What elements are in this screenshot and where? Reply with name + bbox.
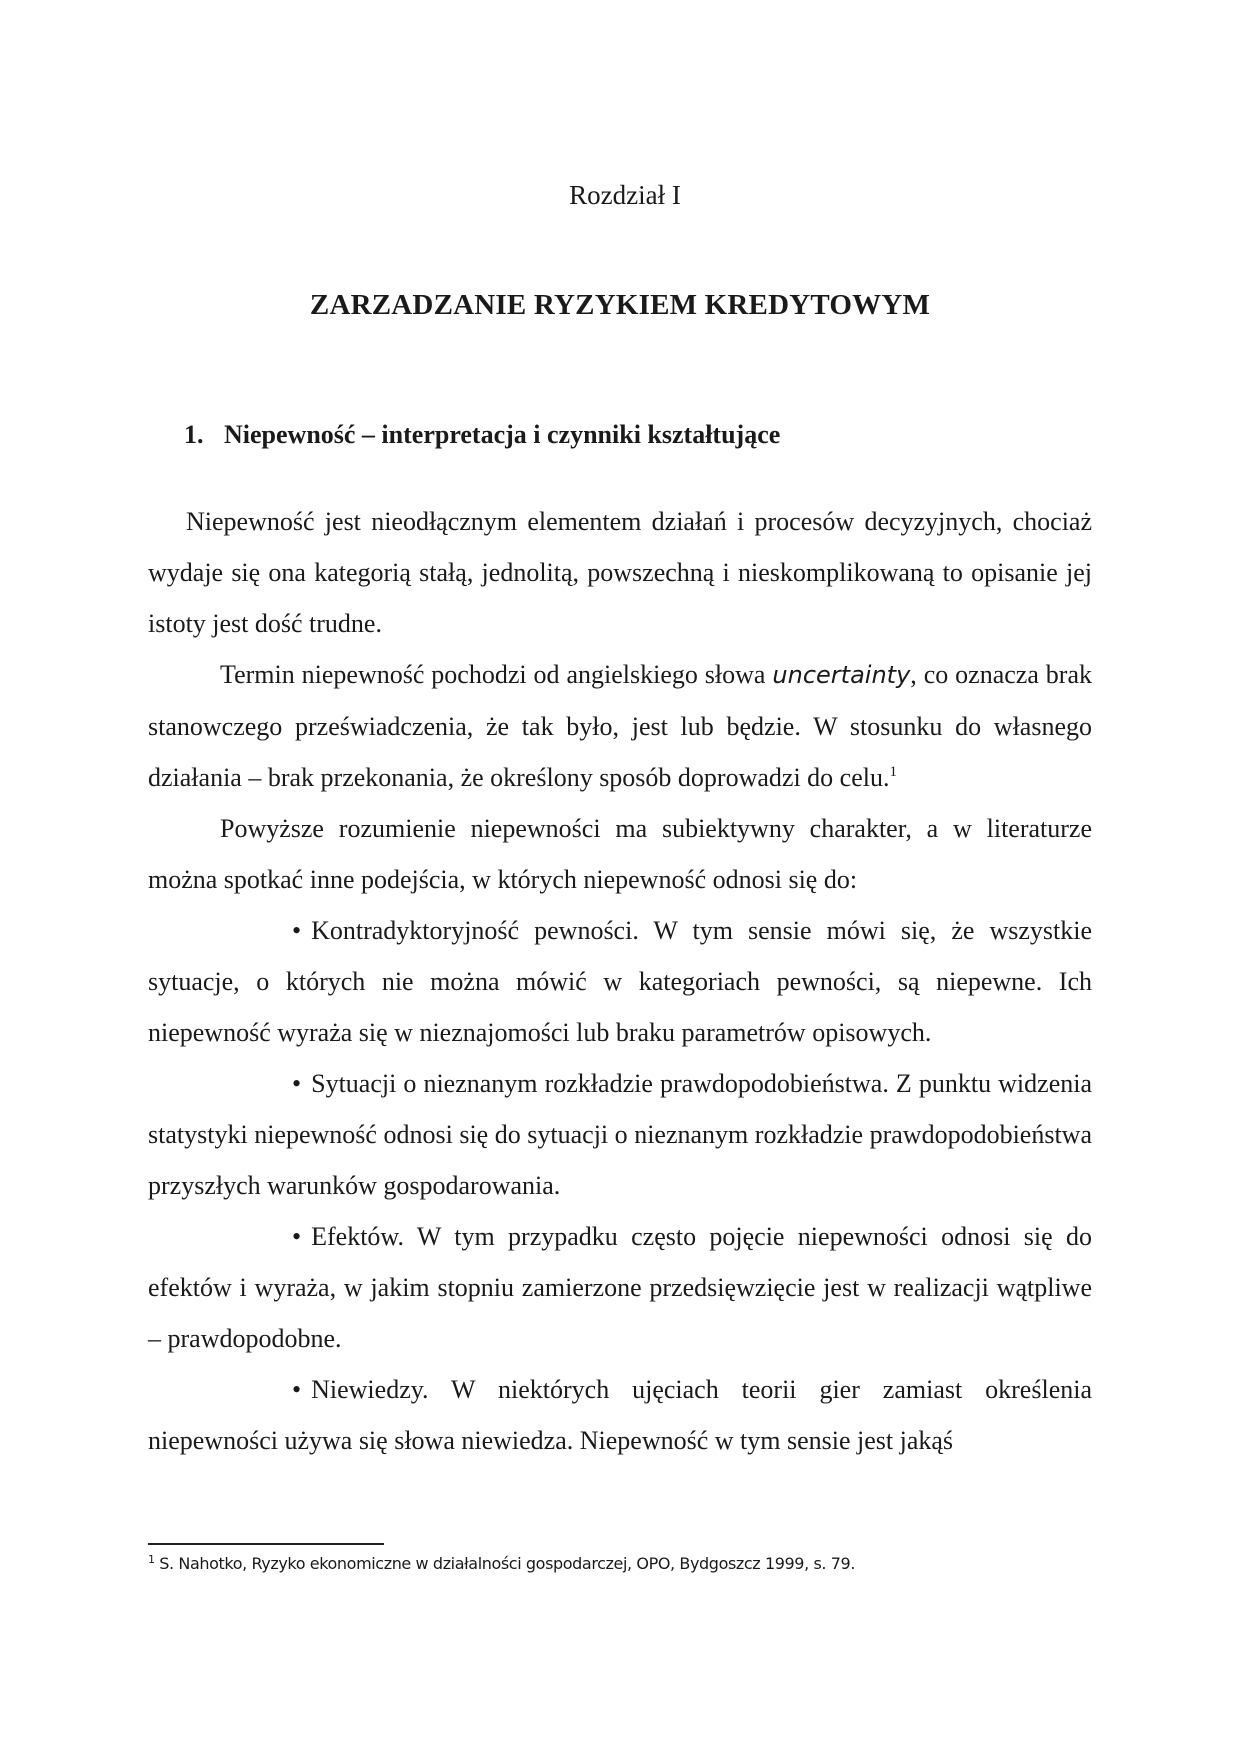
- footnote-reference[interactable]: 1: [889, 764, 897, 780]
- bullet-item-3-text: Efektów. W tym przypadku często pojęcie niepewności odnosi się do efektów i wyraża, w jakim stopniu zamierzone przedsięwzięcie jest w realizacji wątpliwe – prawdopodobne.: [148, 1222, 1092, 1353]
- bullet-icon: •: [292, 1069, 302, 1098]
- paragraph-1: Niepewność jest nieodłącznym elementem działań i procesów decyzyjnych, chociaż wydaje się ona kategorią stałą, jednolitą, powszechną i nieskomplikowaną to opisanie jej istoty jest dość trudne.: [148, 507, 1092, 638]
- body-text: [148, 496, 1092, 1466]
- chapter-title: ZARZADZANIE RYZYKIEM KREDYTOWYM: [309, 289, 931, 321]
- section-title: Niepewność – interpretacja i czynniki kształtujące: [224, 420, 781, 449]
- bullet-item-1: [148, 905, 1092, 1058]
- bullet-item-4-text: Niewiedzy. W niektórych ujęciach teorii gier zamiast określenia niepewności używa się słowa niewiedza. Niepewność w tym sensie jest jakąś: [148, 1375, 1092, 1455]
- chapter-label: Rozdział I: [569, 180, 681, 210]
- paragraph-2: [148, 649, 1092, 803]
- paragraph-2-text-a: Termin niepewność pochodzi od angielskiego słowa: [220, 660, 773, 689]
- section-heading: [184, 418, 780, 452]
- bullet-item-3: [148, 1211, 1092, 1364]
- bullet-icon: •: [292, 1222, 302, 1251]
- bullet-item-1-text: Kontradyktoryjność pewności. W tym sensie mówi się, że wszystkie sytuacje, o których nie można mówić w kategoriach pewności, są niepewne. Ich niepewność wyraża się w nieznajomości lub braku parametrów opisowych.: [148, 916, 1092, 1047]
- paragraph-3: Powyższe rozumienie niepewności ma subiektywny charakter, a w literaturze można spotkać inne podejścia, w których niepewność odnosi się do:: [148, 814, 1092, 894]
- footnote: [148, 1552, 855, 1576]
- bullet-item-4: [148, 1364, 1092, 1466]
- paragraph-2-text-b: , co oznacza brak stanowczego przeświadczenia, że tak było, jest lub będzie. W stosunku do własnego działania – brak przekonania, że określony sposób doprowadzi do celu.: [148, 660, 1092, 792]
- paragraph-2-italic-term: uncertainty: [772, 661, 911, 689]
- bullet-item-2-text: Sytuacji o nieznanym rozkładzie prawdopodobieństwa. Z punktu widzenia statystyki niepewność odnosi się do sytuacji o nieznanym rozkładzie prawdopodobieństwa przyszłych warunków gospodarowania.: [148, 1069, 1092, 1200]
- bullet-icon: •: [292, 1375, 302, 1404]
- bullet-item-2: [148, 1058, 1092, 1211]
- footnote-text: S. Nahotko, Ryzyko ekonomiczne w działalności gospodarczej, OPO, Bydgoszcz 1999, s. 79.: [154, 1554, 856, 1573]
- footnote-divider: [148, 1543, 384, 1545]
- section-number: 1.: [184, 420, 204, 449]
- bullet-icon: •: [292, 916, 302, 945]
- footnote-number: 1: [148, 1553, 155, 1566]
